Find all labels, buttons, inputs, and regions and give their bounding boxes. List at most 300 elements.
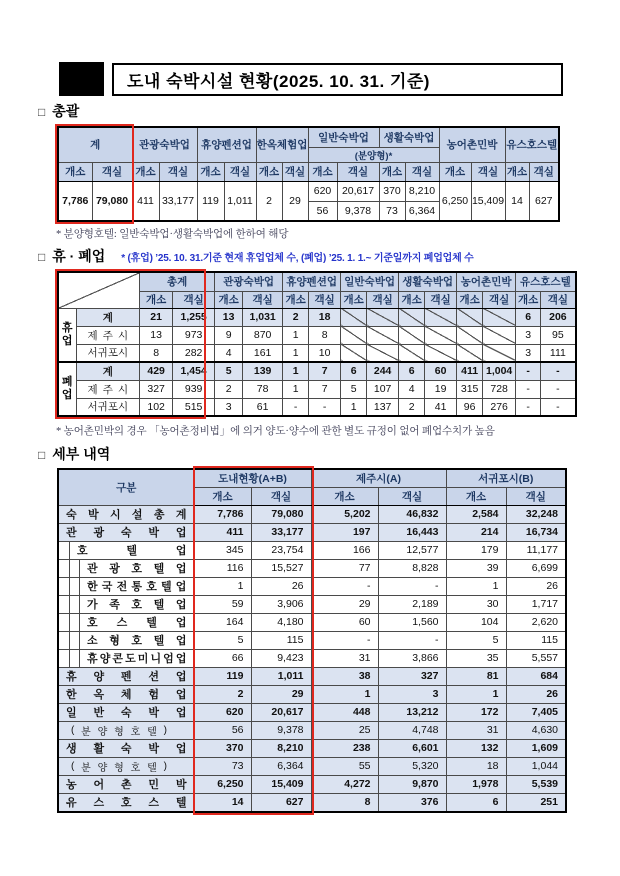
detail-value: 5,320 <box>378 757 446 775</box>
detail-value: 4,180 <box>251 613 311 631</box>
table-row <box>58 505 566 523</box>
table-row <box>58 649 566 667</box>
detail-value: 238 <box>311 739 378 757</box>
detail-row-label: 호 스 텔 업 <box>58 613 194 631</box>
closure-value: 6 <box>516 308 541 326</box>
closure-value: 10 <box>309 344 341 362</box>
closure-value: - <box>309 398 341 416</box>
closure-subheader: 개소 <box>457 291 483 308</box>
detail-value: 9,870 <box>378 775 446 793</box>
detail-subheader: 객실 <box>251 487 311 505</box>
detail-value: 7,405 <box>506 703 566 721</box>
overview-subheader: 객실 <box>159 162 197 181</box>
slashed-na-cell <box>483 308 516 326</box>
overview-group-header: 농어촌민박 <box>439 127 505 162</box>
closure-subheader: 객실 <box>367 291 399 308</box>
detail-row-label: 휴 양 펜 션 업 <box>58 667 194 685</box>
overview-subheader: 객실 <box>224 162 256 181</box>
closure-subheader: 개소 <box>283 291 309 308</box>
closure-subheader: 개소 <box>140 291 173 308</box>
detail-value: 16,734 <box>506 523 566 541</box>
overview-bunyang-value: 9,378 <box>337 201 379 221</box>
table-row <box>58 541 566 559</box>
slashed-na-cell <box>341 308 367 326</box>
closure-value: 21 <box>140 308 173 326</box>
closure-value: 244 <box>367 362 399 380</box>
overview-group-header: 유스호스텔 <box>505 127 559 162</box>
detail-value: 2,620 <box>506 613 566 631</box>
closure-heading-text: 휴 · 폐업 <box>52 248 106 264</box>
detail-value: 32,248 <box>506 505 566 523</box>
detail-value: 35 <box>446 649 506 667</box>
detail-value: 2 <box>194 685 251 703</box>
detail-value: 5 <box>446 631 506 649</box>
closure-value: - <box>516 398 541 416</box>
detail-value: 166 <box>311 541 378 559</box>
document-title-box <box>112 63 563 96</box>
closure-value: 1,031 <box>243 308 283 326</box>
detail-value: 684 <box>506 667 566 685</box>
detail-row-label: 관 광 호 텔 업 <box>58 559 194 577</box>
detail-value: - <box>378 631 446 649</box>
table-row <box>58 721 566 739</box>
detail-value: 11,177 <box>506 541 566 559</box>
overview-value: 8,210 <box>405 181 439 201</box>
detail-value: 15,409 <box>251 775 311 793</box>
closure-row-label: 계 <box>76 308 140 326</box>
detail-value: 31 <box>311 649 378 667</box>
overview-heading-text: 총괄 <box>52 103 80 119</box>
corner-diagonal-cell <box>58 272 140 308</box>
overview-value: 2 <box>256 181 282 221</box>
closure-value: 1 <box>283 326 309 344</box>
detail-value: 132 <box>446 739 506 757</box>
overview-subheader: 개소 <box>197 162 224 181</box>
closure-value: 8 <box>140 344 173 362</box>
overview-subheader: 객실 <box>282 162 308 181</box>
square-marker-icon: □ <box>38 250 46 264</box>
table-row <box>58 577 566 595</box>
closure-value: 276 <box>483 398 516 416</box>
detail-value: 251 <box>506 793 566 812</box>
detail-value: 5 <box>194 631 251 649</box>
detail-value: - <box>311 631 378 649</box>
detail-value: 4,272 <box>311 775 378 793</box>
closure-value: 282 <box>173 344 215 362</box>
overview-value: 79,080 <box>92 181 132 221</box>
detail-value: 7,786 <box>194 505 251 523</box>
closure-subheader: 개소 <box>341 291 367 308</box>
overview-group-header: 일반숙박업 <box>308 127 379 147</box>
detail-value: 448 <box>311 703 378 721</box>
overview-subheader: 객실 <box>92 162 132 181</box>
closure-value: 161 <box>243 344 283 362</box>
closure-value: 3 <box>516 326 541 344</box>
closure-value: - <box>541 362 576 380</box>
overview-value: 370 <box>379 181 405 201</box>
closure-table <box>57 271 577 417</box>
overview-subheader: 개소 <box>379 162 405 181</box>
closure-group-header: 관광숙박업 <box>215 272 283 291</box>
closure-subheader: 개소 <box>399 291 425 308</box>
closure-value: 206 <box>541 308 576 326</box>
closure-value: 102 <box>140 398 173 416</box>
detail-row-label: 한 옥 체 험 업 <box>58 685 194 703</box>
detail-subheader: 객실 <box>378 487 446 505</box>
detail-value: 26 <box>506 685 566 703</box>
overview-bunyang-value: 6,364 <box>405 201 439 221</box>
detail-value: 3,906 <box>251 595 311 613</box>
slashed-na-cell <box>483 344 516 362</box>
closure-value: 1 <box>283 344 309 362</box>
table-row <box>58 667 566 685</box>
overview-group-header: 생활숙박업 <box>379 127 439 147</box>
closure-subheader: 개소 <box>516 291 541 308</box>
table-row <box>58 757 566 775</box>
closure-value: 327 <box>140 380 173 398</box>
closure-row-label: 제 주 시 <box>76 380 140 398</box>
detail-value: 5,557 <box>506 649 566 667</box>
detail-value: 12,577 <box>378 541 446 559</box>
closure-group-header: 유스호스텔 <box>516 272 576 291</box>
closure-value: 7 <box>309 380 341 398</box>
detail-value: 15,527 <box>251 559 311 577</box>
detail-value: 73 <box>194 757 251 775</box>
table-row <box>58 523 566 541</box>
overview-subheader: 개소 <box>58 162 92 181</box>
overview-bunyang-value: 73 <box>379 201 405 221</box>
detail-row-label: 소 형 호 텔 업 <box>58 631 194 649</box>
detail-value: 345 <box>194 541 251 559</box>
closure-value: - <box>541 398 576 416</box>
overview-subheader: 개소 <box>505 162 529 181</box>
slashed-na-cell <box>425 344 457 362</box>
closure-value: 13 <box>140 326 173 344</box>
closure-value: 41 <box>425 398 457 416</box>
slashed-na-cell <box>399 344 425 362</box>
table-row <box>58 181 559 201</box>
detail-row-label: 생 활 숙 박 업 <box>58 739 194 757</box>
detail-value: 1,044 <box>506 757 566 775</box>
detail-heading-text: 세부 내역 <box>52 446 111 462</box>
overview-value: 1,011 <box>224 181 256 221</box>
table-row <box>58 326 576 344</box>
closure-value: - <box>283 398 309 416</box>
detail-value: 9,423 <box>251 649 311 667</box>
table-row <box>58 595 566 613</box>
closure-subheader: 객실 <box>173 291 215 308</box>
square-marker-icon: □ <box>38 105 46 119</box>
closure-value: 5 <box>341 380 367 398</box>
title-square-decoration <box>59 62 104 96</box>
detail-value: 6,250 <box>194 775 251 793</box>
detail-value: 115 <box>251 631 311 649</box>
overview-note: * 분양형호텔: 일반숙박업·생활숙박업에 한하여 해당 <box>56 229 289 240</box>
closure-value: 3 <box>516 344 541 362</box>
slashed-na-cell <box>399 308 425 326</box>
closure-value: 19 <box>425 380 457 398</box>
detail-value: 627 <box>251 793 311 812</box>
detail-row-label: ( 분 양 형 호 텔 ) <box>58 757 194 775</box>
overview-value: 15,409 <box>471 181 505 221</box>
closure-value: 95 <box>541 326 576 344</box>
detail-value: 2,189 <box>378 595 446 613</box>
detail-subheader: 개소 <box>194 487 251 505</box>
closure-footnote: * 농어촌민박의 경우 「농어촌정비법」에 의거 양도·양수에 관한 별도 규정이 없어 폐업수치가 높음 <box>56 426 495 437</box>
overview-value: 627 <box>529 181 559 221</box>
closure-value: 2 <box>215 380 243 398</box>
table-row <box>58 685 566 703</box>
detail-value: 77 <box>311 559 378 577</box>
detail-row-label: 일 반 숙 박 업 <box>58 703 194 721</box>
overview-value: 20,617 <box>337 181 379 201</box>
slashed-na-cell <box>457 326 483 344</box>
detail-value: 8,828 <box>378 559 446 577</box>
overview-group-header: 휴양펜션업 <box>197 127 256 162</box>
closure-value: 1 <box>283 362 309 380</box>
detail-value: 56 <box>194 721 251 739</box>
detail-value: 3,866 <box>378 649 446 667</box>
detail-value: 29 <box>251 685 311 703</box>
detail-subheader: 개소 <box>446 487 506 505</box>
overview-value: 119 <box>197 181 224 221</box>
overview-group-header: 한옥체험업 <box>256 127 308 162</box>
overview-value: 7,786 <box>58 181 92 221</box>
closure-value: 411 <box>457 362 483 380</box>
detail-value: 38 <box>311 667 378 685</box>
closure-subheader: 객실 <box>483 291 516 308</box>
detail-row-label: 가 족 호 텔 업 <box>58 595 194 613</box>
closure-value: 939 <box>173 380 215 398</box>
overview-subheader: 개소 <box>439 162 471 181</box>
detail-row-label: 숙 박 시 설 총 계 <box>58 505 194 523</box>
detail-value: 31 <box>446 721 506 739</box>
detail-row-label: 휴 양 콘 도 미 니 엄 업 <box>58 649 194 667</box>
closure-value: 315 <box>457 380 483 398</box>
overview-subheader: 객실 <box>337 162 379 181</box>
slashed-na-cell <box>367 308 399 326</box>
overview-subheader: 개소 <box>132 162 159 181</box>
detail-value: 25 <box>311 721 378 739</box>
detail-value: 8 <box>311 793 378 812</box>
table-row <box>58 362 576 380</box>
detail-table-wrap <box>57 468 567 813</box>
document-title: 도내 숙박시설 현황(2025. 10. 31. 기준) <box>127 72 430 91</box>
detail-value: 4,748 <box>378 721 446 739</box>
overview-value: 6,250 <box>439 181 471 221</box>
overview-table <box>57 126 560 222</box>
detail-value: 620 <box>194 703 251 721</box>
detail-value: 5,539 <box>506 775 566 793</box>
closure-value: 870 <box>243 326 283 344</box>
detail-value: 20,617 <box>251 703 311 721</box>
table-row <box>58 398 576 416</box>
detail-value: 60 <box>311 613 378 631</box>
closure-value: 137 <box>367 398 399 416</box>
detail-table <box>57 468 567 813</box>
slashed-na-cell <box>399 326 425 344</box>
detail-subheader: 객실 <box>506 487 566 505</box>
detail-value: 411 <box>194 523 251 541</box>
detail-value: 13,212 <box>378 703 446 721</box>
closure-value: 78 <box>243 380 283 398</box>
detail-value: 6 <box>446 793 506 812</box>
detail-value: 4,630 <box>506 721 566 739</box>
detail-value: 1,560 <box>378 613 446 631</box>
detail-value: 1,717 <box>506 595 566 613</box>
detail-section-heading <box>38 444 110 464</box>
closure-value: 139 <box>243 362 283 380</box>
overview-value: 14 <box>505 181 529 221</box>
detail-value: 6,601 <box>378 739 446 757</box>
detail-value: 376 <box>378 793 446 812</box>
detail-value: 30 <box>446 595 506 613</box>
detail-value: 46,832 <box>378 505 446 523</box>
closure-section-heading <box>38 246 474 266</box>
detail-value: - <box>378 577 446 595</box>
detail-row-label: ( 분 양 형 호 텔 ) <box>58 721 194 739</box>
detail-value: 39 <box>446 559 506 577</box>
closure-row-label: 서 귀 포 시 <box>76 344 140 362</box>
closure-value: 107 <box>367 380 399 398</box>
detail-value: 55 <box>311 757 378 775</box>
closure-group-header: 생활숙박업 <box>399 272 457 291</box>
slashed-na-cell <box>341 344 367 362</box>
slashed-na-cell <box>367 344 399 362</box>
closure-value: 5 <box>215 362 243 380</box>
closure-subheader: 개소 <box>215 291 243 308</box>
closure-value: 60 <box>425 362 457 380</box>
detail-value: 1 <box>311 685 378 703</box>
closure-value: 111 <box>541 344 576 362</box>
closure-row-label: 제 주 시 <box>76 326 140 344</box>
closure-value: 4 <box>215 344 243 362</box>
detail-gubun-header: 구분 <box>58 469 194 505</box>
closure-table-wrap <box>57 271 577 417</box>
closure-group-header: 총계 <box>140 272 215 291</box>
detail-value: 1 <box>194 577 251 595</box>
overview-value: 620 <box>308 181 337 201</box>
closure-value: 1,255 <box>173 308 215 326</box>
overview-subheader: 객실 <box>471 162 505 181</box>
closure-group-header: 농어촌민박 <box>457 272 516 291</box>
overview-group-header: 관광숙박업 <box>132 127 197 162</box>
detail-row-label: 농 어 촌 민 박 <box>58 775 194 793</box>
closure-value: - <box>541 380 576 398</box>
closure-value: - <box>516 362 541 380</box>
overview-value: 411 <box>132 181 159 221</box>
detail-value: 14 <box>194 793 251 812</box>
overview-value: 33,177 <box>159 181 197 221</box>
slashed-na-cell <box>425 326 457 344</box>
table-row <box>58 559 566 577</box>
detail-value: 119 <box>194 667 251 685</box>
closure-value: 96 <box>457 398 483 416</box>
detail-value: 6,699 <box>506 559 566 577</box>
closure-value: 9 <box>215 326 243 344</box>
slashed-na-cell <box>425 308 457 326</box>
detail-group-header: 도내현황(A+B) <box>194 469 311 487</box>
detail-row-label: 유 스 호 스 텔 <box>58 793 194 812</box>
closure-value: 728 <box>483 380 516 398</box>
detail-group-header: 서귀포시(B) <box>446 469 566 487</box>
closure-row-group-label: 폐 업 <box>58 362 76 416</box>
closure-value: 1 <box>341 398 367 416</box>
detail-value: 1,978 <box>446 775 506 793</box>
overview-value: 29 <box>282 181 308 221</box>
closure-subheader: 객실 <box>541 291 576 308</box>
table-row <box>58 739 566 757</box>
detail-value: 115 <box>506 631 566 649</box>
closure-value: 1 <box>283 380 309 398</box>
detail-value: 327 <box>378 667 446 685</box>
detail-value: 1 <box>446 577 506 595</box>
overview-subheader: 객실 <box>529 162 559 181</box>
closure-value: 4 <box>399 380 425 398</box>
detail-value: 23,754 <box>251 541 311 559</box>
detail-value: 26 <box>251 577 311 595</box>
detail-value: 66 <box>194 649 251 667</box>
detail-row-label: 호 텔 업 <box>58 541 194 559</box>
closure-note: * (휴업) ’25. 10. 31.기준 현재 휴업업체 수, (폐업) ’25. 1. 1.~ 기준일까지 폐업업체 수 <box>121 253 474 264</box>
detail-group-header: 제주시(A) <box>311 469 446 487</box>
table-row <box>58 775 566 793</box>
closure-group-header: 휴양펜션업 <box>283 272 341 291</box>
square-marker-icon: □ <box>38 448 46 462</box>
detail-value: 6,364 <box>251 757 311 775</box>
table-row <box>58 793 566 812</box>
detail-value: 3 <box>378 685 446 703</box>
closure-row-label: 계 <box>76 362 140 380</box>
detail-value: - <box>311 577 378 595</box>
closure-value: 2 <box>399 398 425 416</box>
detail-value: 116 <box>194 559 251 577</box>
overview-subheader: 개소 <box>256 162 282 181</box>
table-row <box>58 703 566 721</box>
detail-value: 197 <box>311 523 378 541</box>
closure-subheader: 객실 <box>309 291 341 308</box>
closure-value: 1,004 <box>483 362 516 380</box>
detail-value: 5,202 <box>311 505 378 523</box>
closure-value: 7 <box>309 362 341 380</box>
overview-table-wrap <box>57 126 560 222</box>
closure-value: 2 <box>283 308 309 326</box>
closure-row-label: 서 귀 포 시 <box>76 398 140 416</box>
table-row <box>58 380 576 398</box>
detail-value: 164 <box>194 613 251 631</box>
detail-value: 104 <box>446 613 506 631</box>
detail-value: 214 <box>446 523 506 541</box>
closure-group-header: 일반숙박업 <box>341 272 399 291</box>
closure-value: 6 <box>341 362 367 380</box>
overview-bunyang-value: 56 <box>308 201 337 221</box>
closure-subheader: 객실 <box>243 291 283 308</box>
slashed-na-cell <box>341 326 367 344</box>
overview-bunyang-header: (분양형)* <box>308 147 439 162</box>
closure-value: 6 <box>399 362 425 380</box>
detail-row-label: 관 광 숙 박 업 <box>58 523 194 541</box>
detail-row-label: 한 국 전 통 호 텔 업 <box>58 577 194 595</box>
overview-subheader: 개소 <box>308 162 337 181</box>
suspension-row-group-label: 휴 업 <box>58 308 76 362</box>
table-row <box>58 631 566 649</box>
detail-value: 179 <box>446 541 506 559</box>
detail-value: 59 <box>194 595 251 613</box>
closure-value: 13 <box>215 308 243 326</box>
table-row <box>58 344 576 362</box>
closure-value: 515 <box>173 398 215 416</box>
detail-subheader: 개소 <box>311 487 378 505</box>
